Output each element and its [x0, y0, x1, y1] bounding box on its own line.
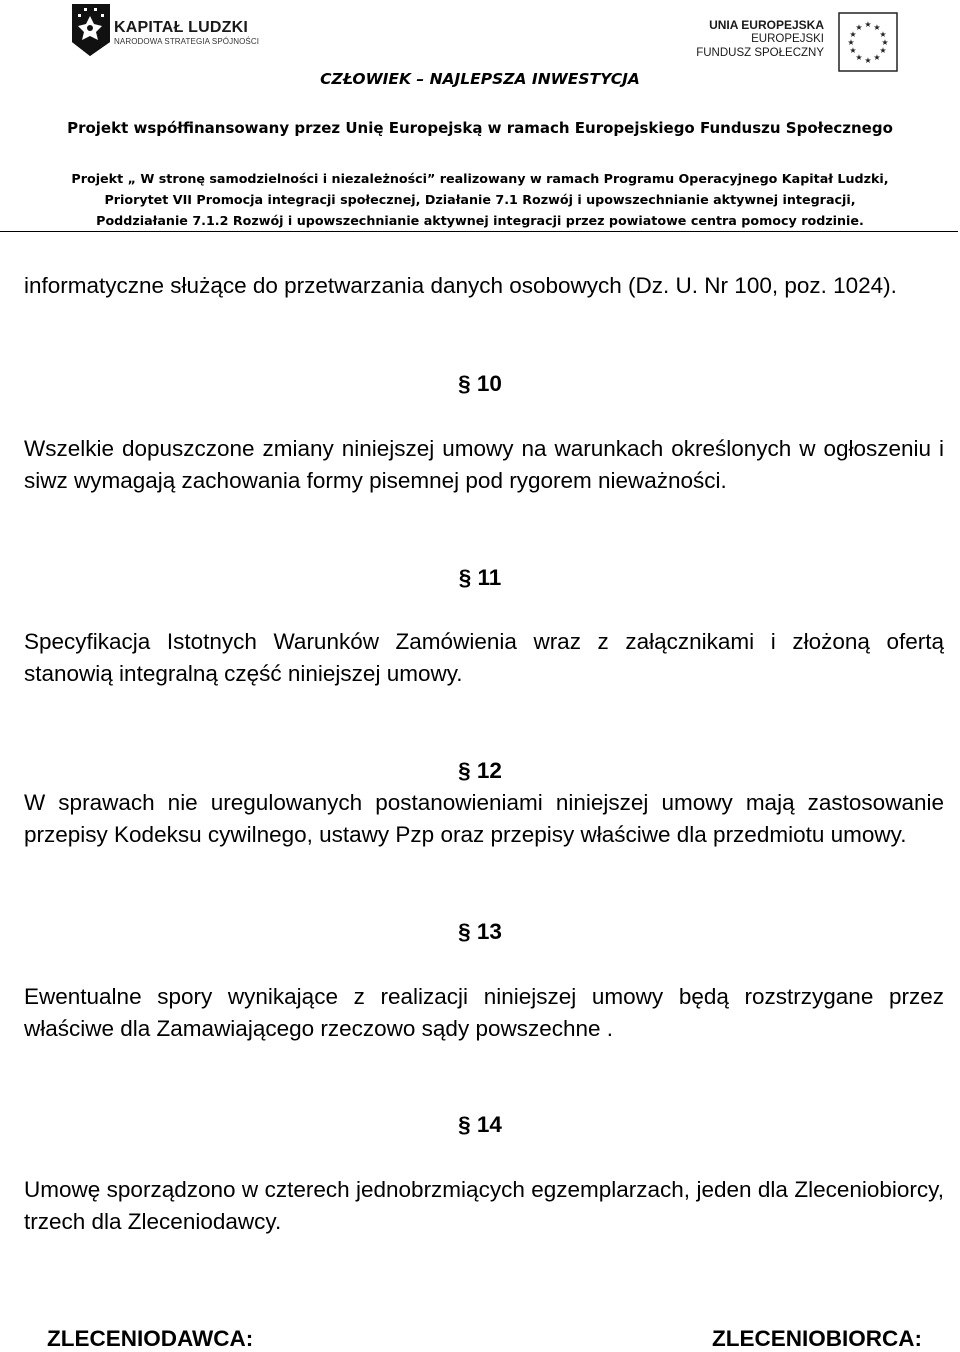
- eu-flag-icon: [838, 12, 898, 72]
- section-text-10: Wszelkie dopuszczone zmiany niniejszej umowy na warunkach określonych w ogłoszeniu i siwz wymagają zachowania formy pisemnej pod rygorem nieważności.: [24, 436, 944, 493]
- header-cofinancing: Projekt współfinansowany przez Unię Europejską w ramach Europejskiego Funduszu Społecznego: [67, 119, 893, 137]
- kapital-ludzki-emblem-icon: [70, 2, 114, 58]
- svg-text:★: ★: [849, 46, 857, 55]
- svg-text:★: ★: [879, 46, 887, 55]
- header-project-line: Priorytet VII Promocja integracji społecznej, Działanie 7.1 Rozwój i upowszechnianie aktywnej integracji,: [104, 192, 856, 207]
- svg-text:★: ★: [855, 23, 863, 32]
- logo-kl-subtitle: NARODOWA STRATEGIA SPÓJNOŚCI: [114, 37, 260, 46]
- eu-logo-line1: UNIA EUROPEJSKA: [709, 18, 824, 32]
- header-project-line: Projekt „ W stronę samodzielności i niezależności” realizowany w ramach Programu Operacyjnego Kapitał Ludzki,: [71, 171, 889, 186]
- section-text-14: Umowę sporządzono w czterech jednobrzmiących egzemplarzach, jeden dla Zleceniobiorcy, trzech dla Zleceniodawcy.: [24, 1177, 944, 1234]
- svg-text:★: ★: [879, 30, 887, 39]
- logo-kl-title: KAPITAŁ LUDZKI: [114, 19, 249, 36]
- section-heading-14: § 14: [458, 1112, 502, 1137]
- svg-text:★: ★: [881, 38, 889, 47]
- eu-logo: [690, 8, 920, 72]
- signature-contractor-label: ZLECENIOBIORCA:: [712, 1326, 922, 1351]
- section-text-11: Specyfikacja Istotnych Warunków Zamówienia wraz z załącznikami i złożoną ofertą stanowią integralną część niniejszej umowy.: [24, 629, 944, 686]
- svg-text:★: ★: [864, 20, 872, 29]
- section-heading-12: § 12: [458, 758, 502, 783]
- svg-text:★: ★: [855, 53, 863, 62]
- header-motto: CZŁOWIEK – NAJLEPSZA INWESTYCJA: [320, 70, 640, 88]
- header-project-line: Poddziałanie 7.1.2 Rozwój i upowszechnianie aktywnej integracji przez powiatowe centra pomocy rodzinie.: [96, 213, 864, 228]
- svg-text:★: ★: [864, 56, 872, 65]
- header-divider: [0, 231, 958, 232]
- svg-text:★: ★: [847, 38, 855, 47]
- signature-client-label: ZLECENIODAWCA:: [47, 1326, 254, 1351]
- section-text-13: Ewentualne spory wynikające z realizacji niniejszej umowy będą rozstrzygane przez właściwe dla Zamawiającego rzeczowo sądy powszechne .: [24, 984, 944, 1041]
- section-heading-13: § 13: [458, 919, 502, 944]
- intro-paragraph: informatyczne służące do przetwarzania danych osobowych (Dz. U. Nr 100, poz. 1024).: [24, 273, 897, 298]
- svg-text:★: ★: [873, 53, 881, 62]
- section-heading-10: § 10: [458, 371, 502, 396]
- kapital-ludzki-logo: [70, 2, 300, 58]
- page-header: [0, 0, 960, 234]
- section-text-12: W sprawach nie uregulowanych postanowieniami niniejszej umowy mają zastosowanie przepisy Kodeksu cywilnego, ustawy Pzp oraz przepisy właściwe dla przedmiotu umowy.: [24, 790, 944, 847]
- svg-text:★: ★: [849, 30, 857, 39]
- eu-logo-line2: EUROPEJSKI: [751, 33, 824, 45]
- section-heading-11: § 11: [458, 565, 502, 590]
- svg-text:★: ★: [873, 23, 881, 32]
- header-project-info: [0, 168, 960, 231]
- eu-logo-line3: FUNDUSZ SPOŁECZNY: [696, 47, 824, 59]
